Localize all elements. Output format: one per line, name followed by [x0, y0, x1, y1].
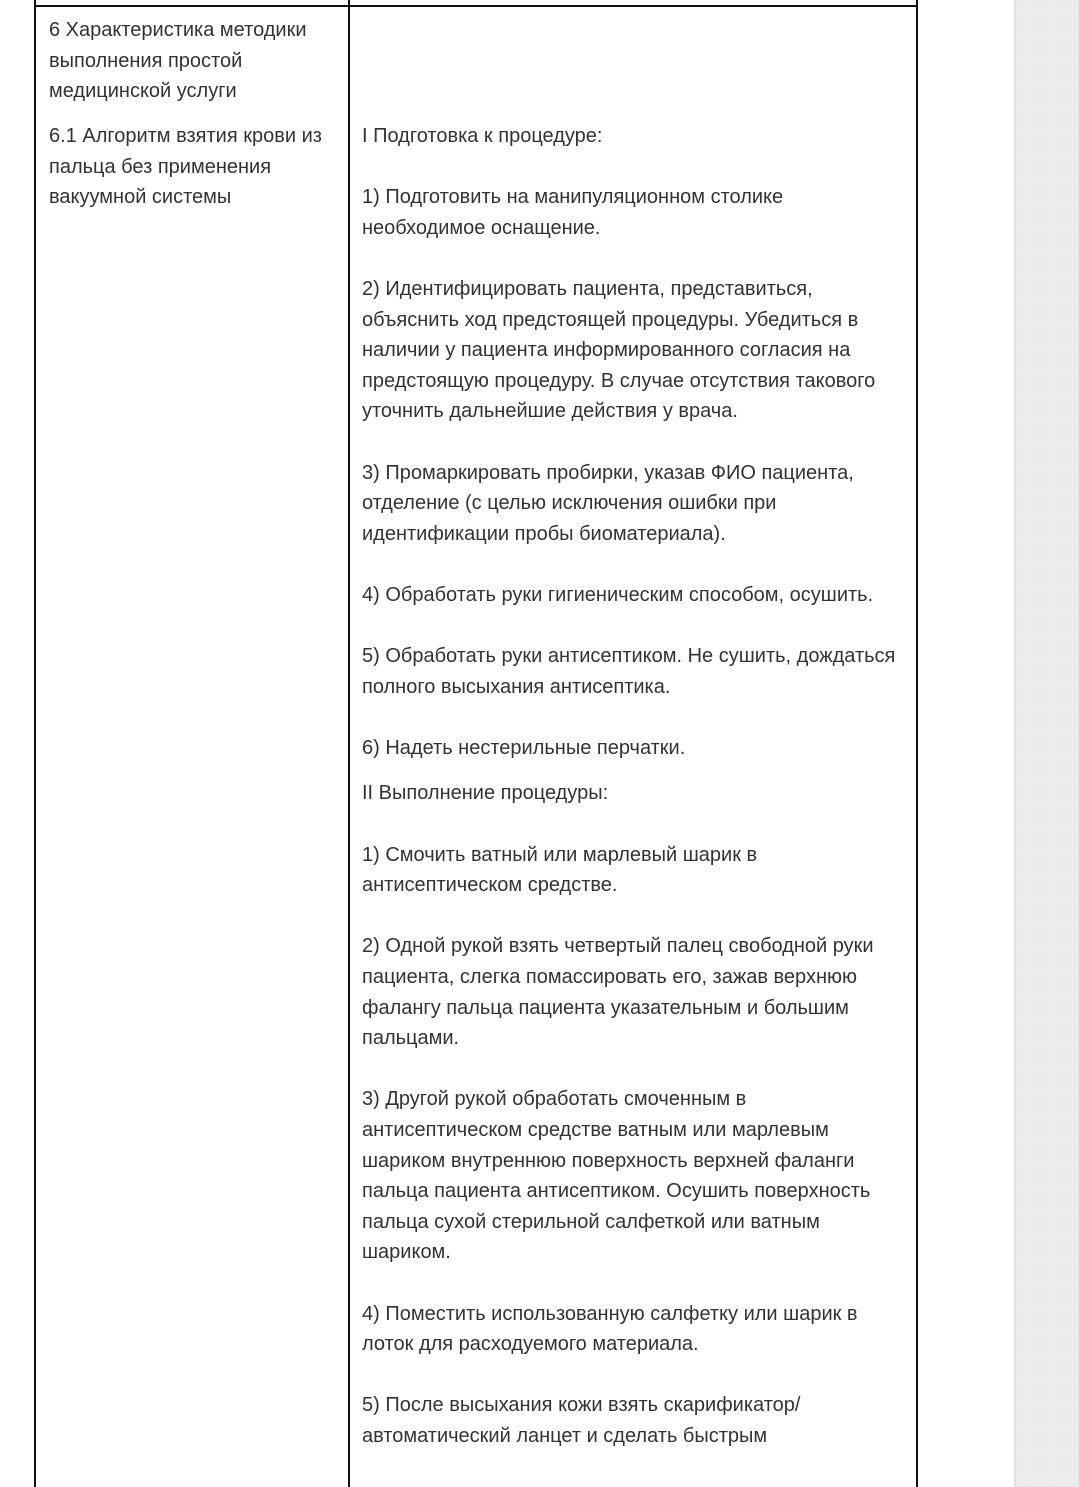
procedure-steps-cell: [362, 121, 912, 1452]
page-edge-panel: [1014, 0, 1079, 1487]
column-divider: [348, 0, 350, 1487]
part2-step-2: 2) Одной рукой взять четвертый палец свободной руки пациента, слегка помассировать его, зажав верхнюю фалангу пальца пациента указательным и большим пальцами.: [362, 935, 874, 1050]
part1-step-2: 2) Идентифицировать пациента, представиться, объяснить ход предстоящей процедуры. Убедиться в наличии у пациента информированного согласия на предстоящую процедуру. В случае отсутствия такового уточнить дальнейшие действия у врача.: [362, 277, 876, 423]
part1-step-6: 6) Надеть нестерильные перчатки.: [362, 736, 686, 759]
part2-step-4: 4) Поместить использованную салфетку или шарик в лоток для расходуемого материала.: [362, 1302, 858, 1356]
part2-step-5: 5) После высыхания кожи взять скарификатор/ автоматический ланцет и сделать быстрым: [362, 1394, 801, 1447]
part2-step-1: 1) Смочить ватный или марлевый шарик в антисептическом средстве.: [362, 843, 758, 897]
section-title: 6 Характеристика методики выполнения простой медицинской услуги: [49, 19, 307, 103]
part1-heading: I Подготовка к процедуре:: [362, 125, 603, 147]
procedure-table: [34, 0, 918, 1487]
table-top-border: [36, 5, 916, 7]
part2-step-3: 3) Другой рукой обработать смоченным в антисептическом средстве ватным или марлевым шариком внутреннюю поверхность верхней фаланги пальца пациента антисептиком. Осушить поверхность пальца сухой стерильной салфеткой или ватным шариком.: [362, 1088, 871, 1264]
part1-step-4: 4) Обработать руки гигиеническим способом, осушить.: [362, 583, 874, 606]
part1-step-3: 3) Промаркировать пробирки, указав ФИО пациента, отделение (с целью исключения ошибки при идентификации пробы биоматериала).: [362, 461, 854, 545]
subsection-title-cell: [49, 121, 339, 213]
part1-step-5: 5) Обработать руки антисептиком. Не сушить, дождаться полного высыхания антисептика.: [362, 645, 896, 698]
part2-heading: II Выполнение процедуры:: [362, 782, 609, 805]
section-title-cell: [49, 15, 339, 107]
part1-step-1: 1) Подготовить на манипуляционном столике необходимое оснащение.: [362, 186, 784, 239]
subsection-title: 6.1 Алгоритм взятия крови из пальца без применения вакуумной системы: [49, 125, 322, 209]
